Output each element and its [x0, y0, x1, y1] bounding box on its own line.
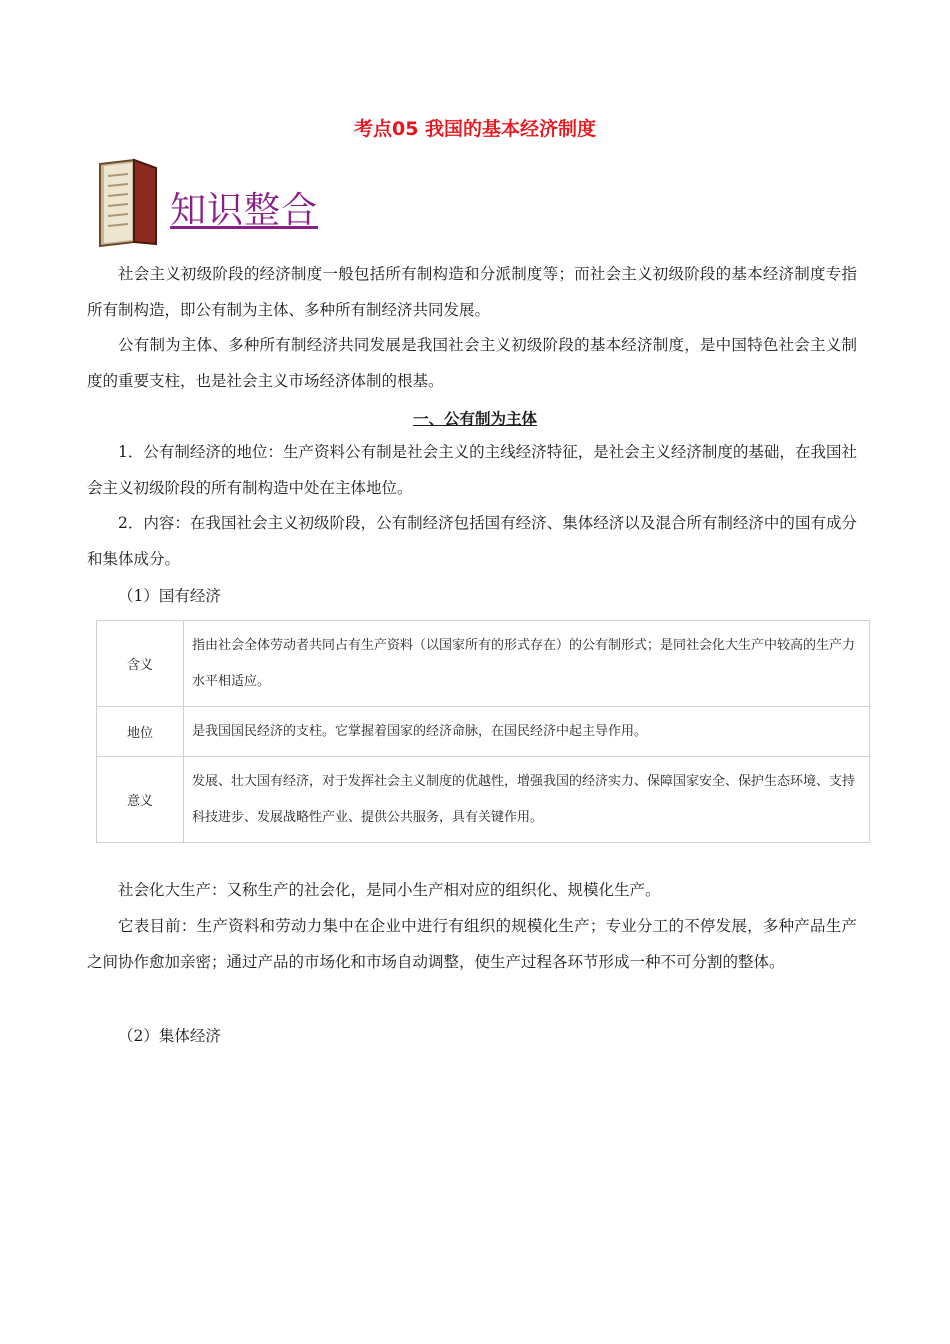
- table-row: [97, 707, 870, 757]
- intro-paragraph-1: 社会主义初级阶段的经济制度一般包括所有制构造和分派制度等；而社会主义初级阶段的基本经济制度专指所有制构造，即公有制为主体、多种所有制经济共同发展。: [87, 265, 857, 319]
- section-heading: 一、公有制为主体: [412, 410, 537, 428]
- section-paragraph-3: 社会化大生产：又称生产的社会化，是同小生产相对应的组织化、规模化生产。: [118, 881, 661, 899]
- table-row: [97, 757, 870, 843]
- subheading-collective-economy: （2）集体经济: [118, 1027, 221, 1045]
- row-key: 地位: [97, 707, 184, 757]
- row-key: 意义: [97, 757, 184, 843]
- page-title: 考点05 我国的基本经济制度: [353, 118, 597, 140]
- knowledge-banner: [94, 158, 334, 248]
- section-paragraph-2: 2．内容：在我国社会主义初级阶段，公有制经济包括国有经济、集体经济以及混合所有制经济中的国有成分和集体成分。: [87, 514, 857, 568]
- section-paragraph-4: 它表目前：生产资料和劳动力集中在企业中进行有组织的规模化生产；专业分工的不停发展，多种产品生产之间协作愈加亲密；通过产品的市场化和市场自动调整，使生产过程各环节形成一种不可分割的整体。: [87, 917, 857, 971]
- row-key: 含义: [97, 621, 184, 707]
- section-paragraph-1: 1．公有制经济的地位：生产资料公有制是社会主义的主线经济特征，是社会主义经济制度的基础，在我国社会主义初级阶段的所有制构造中处在主体地位。: [87, 443, 857, 497]
- banner-label: 知识整合: [170, 190, 319, 231]
- subheading-state-economy: （1）国有经济: [118, 587, 221, 605]
- table-row: [97, 621, 870, 707]
- intro-paragraph-2: 公有制为主体、多种所有制经济共同发展是我国社会主义初级阶段的基本经济制度，是中国特色社会主义制度的重要支柱，也是社会主义市场经济体制的根基。: [87, 336, 857, 390]
- row-value: 指由社会全体劳动者共同占有生产资料（以国家所有的形式存在）的公有制形式；是同社会化大生产中较高的生产力水平相适应。: [184, 621, 870, 707]
- row-value: 是我国国民经济的支柱。它掌握着国家的经济命脉，在国民经济中起主导作用。: [184, 707, 870, 757]
- row-value: 发展、壮大国有经济，对于发挥社会主义制度的优越性，增强我国的经济实力、保障国家安全、保护生态环境、支持科技进步、发展战略性产业、提供公共服务，具有关键作用。: [184, 757, 870, 843]
- state-economy-table: [96, 620, 870, 843]
- book-icon: [94, 158, 164, 248]
